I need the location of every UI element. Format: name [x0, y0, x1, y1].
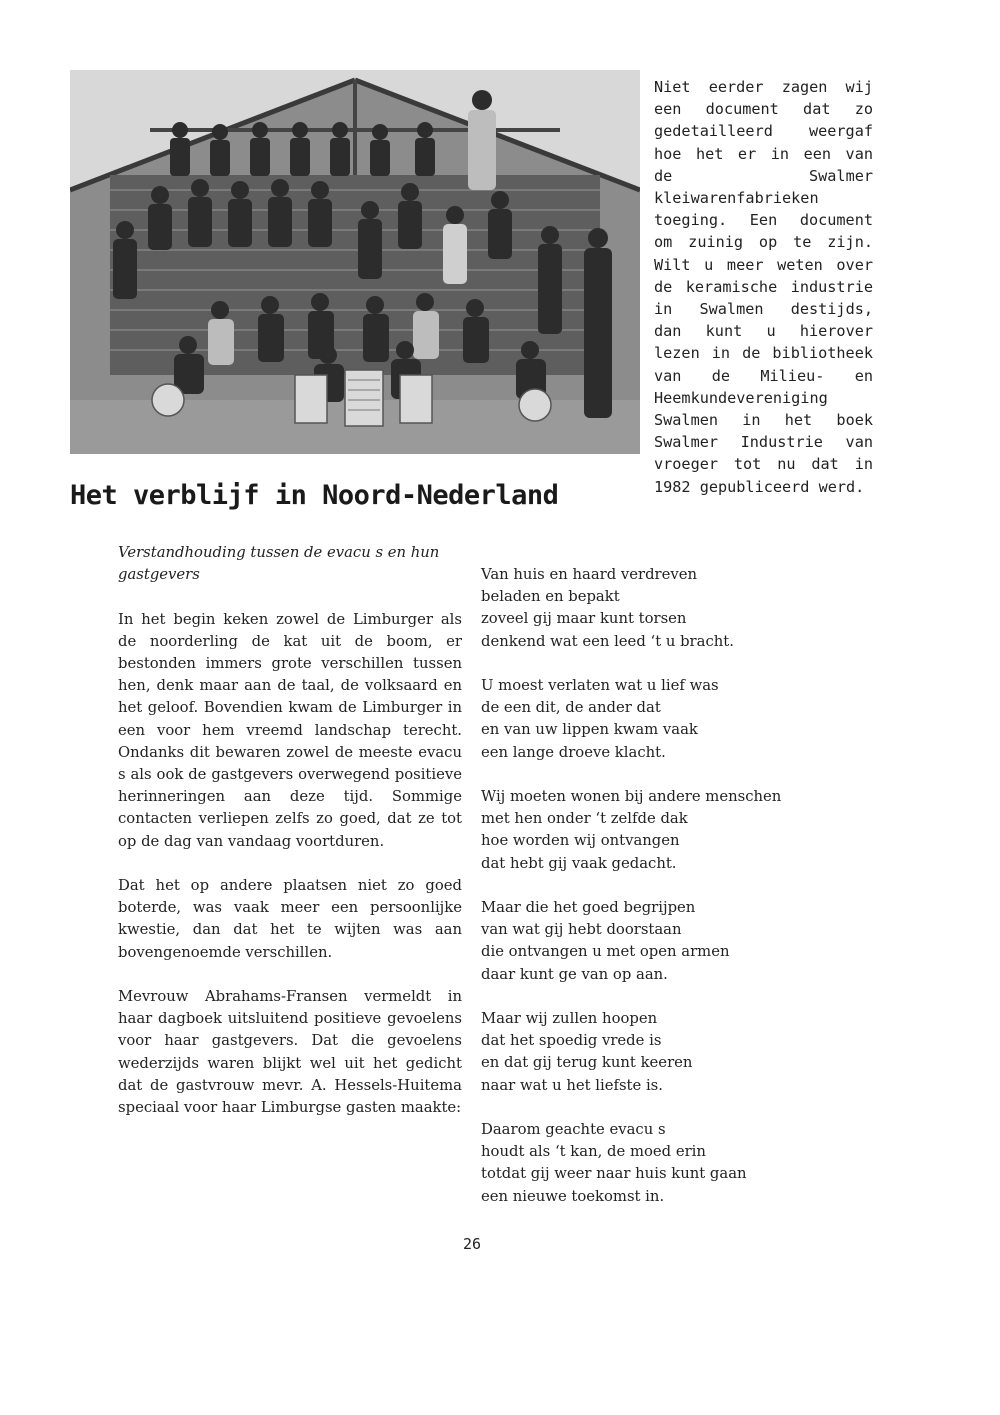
article-paragraph: Dat het op andere plaatsen niet zo goed boterde, was vaak meer een persoonlijke kwestie, dan dat het te wijten was aan bovengenoemde verschillen. — [118, 877, 462, 961]
poem-line: Wij moeten wonen bij andere menschen — [481, 788, 782, 805]
page-number: 26 — [462, 1235, 482, 1253]
poem-line: de een dit, de ander dat — [481, 699, 661, 717]
poem-line: dat hebt gij vaak gedacht. — [481, 854, 677, 872]
poem-stanza — [481, 1119, 811, 1208]
poem-line: een nieuwe toekomst in. — [481, 1187, 665, 1205]
poem-line: Daarom geachte evacu s — [481, 1121, 666, 1138]
poem-line: Maar die het goed begrijpen — [481, 899, 696, 916]
article-subtitle: Verstandhouding tussen de evacu s en hun gastgevers — [118, 544, 440, 584]
poem-line: zoveel gij maar kunt torsen — [481, 610, 687, 628]
poem-line: die ontvangen u met open armen — [481, 943, 730, 961]
factory-workers-photo-illustration — [70, 70, 640, 454]
poem-line: Maar wij zullen hoopen — [481, 1010, 658, 1027]
poem-line: en dat gij terug kunt keeren — [481, 1054, 693, 1072]
photo-caption-text — [654, 76, 873, 498]
poem-line: met hen onder ‘t zelfde dak — [481, 810, 688, 828]
poem-line: en van uw lippen kwam vaak — [481, 721, 698, 739]
poem-line: naar wat u het liefste is. — [481, 1076, 663, 1094]
poem-stanza — [481, 897, 811, 986]
article-column — [118, 542, 462, 1141]
poem-stanza — [481, 675, 811, 764]
group-photo — [70, 70, 640, 454]
poem-line: Van huis en haard verdreven — [481, 566, 698, 583]
poem-line: hoe worden wij ontvangen — [481, 832, 680, 850]
poem-line: totdat gij weer naar huis kunt gaan — [481, 1165, 747, 1183]
article-paragraph: Mevrouw Abrahams-Fransen vermeldt in haar dagboek uitsluitend positieve gevoelens voor haar gastgevers. Dat die gevoelens wederzijds waren blijkt wel uit het gedicht dat de gastvrouw mevr. A. Hessels-Huitema speciaal voor haar Limburgse gasten maakte: — [118, 988, 462, 1117]
poem-line: beladen en bepakt — [481, 588, 620, 606]
poem-line: U moest verlaten wat u lief was — [481, 677, 719, 694]
poem-line: daar kunt ge van op aan. — [481, 965, 668, 983]
article-paragraph: In het begin keken zowel de Limburger als de noorderling de kat uit de boom, er bestonden immers grote verschillen tussen hen, denk maar aan de taal, de volksaard en het geloof. Bovendien kwam de Limburger in een voor hem vreemd landschap terecht. Ondanks dit bewaren zowel de meeste evacu s als ook de gastgevers overwegend positieve herinneringen aan deze tijd. Sommige contacten verliepen zelfs zo goed, dat ze tot op de dag van vandaag voortduren. — [118, 610, 462, 850]
poem-line: houdt als ‘t kan, de moed erin — [481, 1143, 706, 1161]
poem-line: een lange droeve klacht. — [481, 743, 666, 761]
caption-paragraph: Niet eerder zagen wij een document dat zo gedetailleerd weergaf hoe het er in een van de Swalmer kleiwarenfabrieken toeging. Een document om zuinig op te zijn. Wilt u meer weten over de keramische industrie in Swalmen destijds, dan kunt u hierover lezen in de bibliotheek van de Milieu- en Heemkundevereniging Swalmen in het boek Swalmer Industrie van vroeger tot nu dat in 1982 gepubliceerd werd. — [654, 78, 873, 496]
poem-line: dat het spoedig vrede is — [481, 1032, 662, 1050]
poem-line: van wat gij hebt doorstaan — [481, 921, 682, 939]
poem — [481, 564, 811, 1230]
poem-stanza — [481, 1008, 811, 1097]
section-heading: Het verblijf in Noord-Nederland — [70, 480, 559, 511]
poem-stanza — [481, 786, 811, 875]
poem-line: denkend wat een leed ‘t u bracht. — [481, 632, 734, 650]
poem-stanza — [481, 564, 811, 653]
